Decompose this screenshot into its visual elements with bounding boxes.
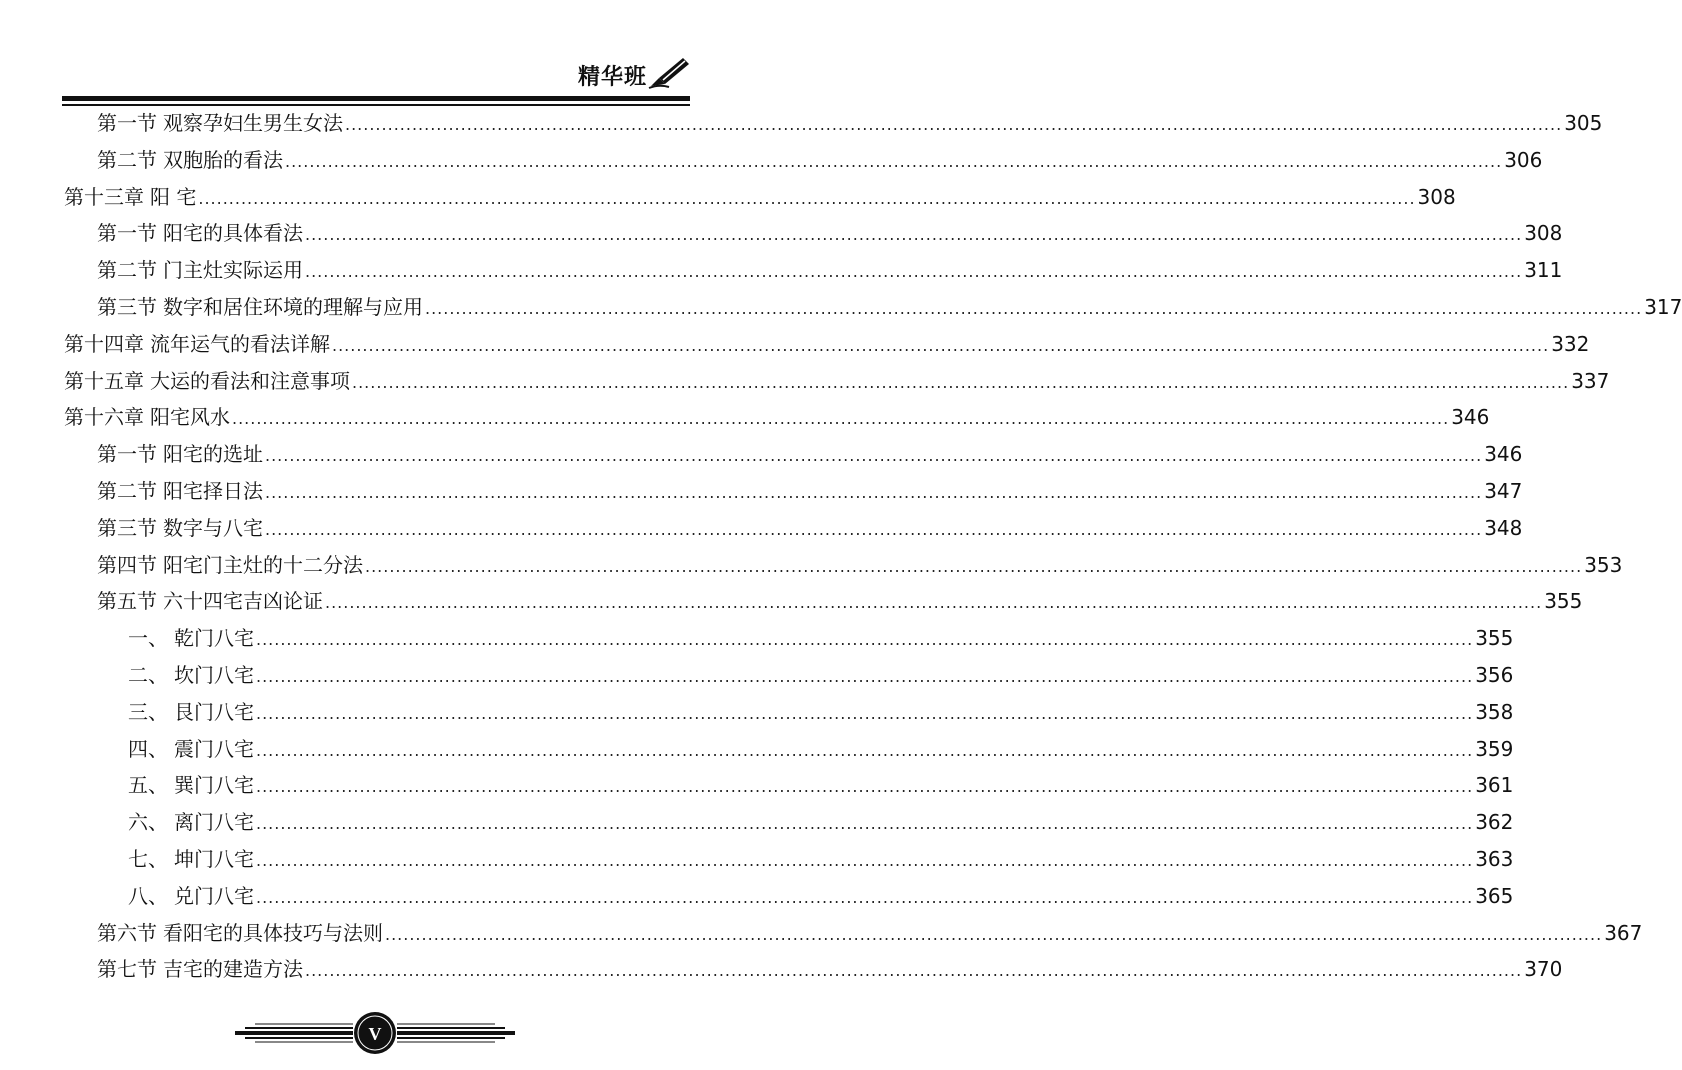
toc-entry-text: 坤门八宅 <box>174 847 254 871</box>
toc-entry-number: 二、 <box>128 663 168 687</box>
toc-entry-page: 362 <box>1475 810 1514 835</box>
toc-leader-dots: ........................................................................................................................................................................................................ <box>352 372 1570 392</box>
toc-entry-title <box>97 512 263 541</box>
toc-entry-page: 353 <box>1584 552 1623 577</box>
toc-entry-text: 阳宅的具体看法 <box>163 221 303 246</box>
toc-leader-dots: ........................................................................................................................................................................................................ <box>285 151 1503 171</box>
toc-entry-title <box>128 733 254 762</box>
toc-entry-title <box>97 585 323 614</box>
toc-leader-dots: ........................................................................................................................................................................................................ <box>256 630 1474 650</box>
toc-entry-page: 363 <box>1475 847 1514 871</box>
toc-entry-title <box>64 328 330 357</box>
toc-entry-title <box>128 769 254 798</box>
toc-entry <box>97 512 1523 548</box>
toc-leader-dots: ........................................................................................................................................................................................................ <box>365 556 1583 576</box>
toc-entry <box>128 806 1514 842</box>
header-rule-thin <box>62 104 690 106</box>
toc-entry <box>64 401 1490 437</box>
toc-entry-text: 观察孕妇生男生女法 <box>163 111 343 135</box>
toc-leader-dots: ........................................................................................................................................................................................................ <box>256 887 1474 907</box>
toc-entry-title <box>97 107 343 136</box>
toc-entry-page: 332 <box>1551 331 1590 356</box>
toc-leader-dots: ........................................................................................................................................................................................................ <box>256 740 1474 760</box>
toc-leader-dots: ........................................................................................................................................................................................................ <box>256 851 1474 870</box>
toc-leader-dots: ........................................................................................................................................................................................................ <box>345 115 1563 134</box>
toc-leader-dots: ........................................................................................................................................................................................................ <box>256 814 1474 834</box>
toc-entry-number: 第一节 <box>97 442 157 467</box>
toc-entry-number: 第五节 <box>97 589 157 614</box>
toc-entry-page: 348 <box>1484 515 1523 540</box>
toc-entry-text: 流年运气的看法详解 <box>150 331 330 356</box>
toc-entry-text: 阳 宅 <box>150 184 197 209</box>
toc-entry <box>128 659 1514 695</box>
toc-entry-text: 阳宅择日法 <box>163 479 263 503</box>
toc-entry-number: 第二节 <box>97 479 157 503</box>
toc-leader-dots: ........................................................................................................................................................................................................ <box>198 188 1416 208</box>
toc-entry-page: 346 <box>1484 442 1523 467</box>
toc-entry-number: 四、 <box>128 736 168 761</box>
toc-entry-title <box>97 217 303 246</box>
toc-leader-dots: ........................................................................................................................................................................................................ <box>305 961 1523 981</box>
toc-entry-page: 308 <box>1417 184 1456 209</box>
toc-entry-page: 370 <box>1524 957 1563 982</box>
toc-entry <box>64 365 1610 401</box>
toc-entry-number: 八、 <box>128 883 168 908</box>
toc-entry-page: 347 <box>1484 479 1523 503</box>
toc-leader-dots: ........................................................................................................................................................................................................ <box>256 667 1474 686</box>
toc-entry-text: 大运的看法和注意事项 <box>150 368 350 393</box>
toc-entry <box>97 475 1523 511</box>
toc-entry-text: 阳宅的选址 <box>163 442 263 467</box>
toc-entry-title <box>64 365 350 394</box>
toc-entry-number: 第十六章 <box>64 405 144 430</box>
toc-entry-number: 第三节 <box>97 295 157 319</box>
toc-entry-number: 第十三章 <box>64 184 144 209</box>
toc-entry-title <box>128 622 254 651</box>
toc-entry <box>128 843 1514 879</box>
toc-entry-text: 乾门八宅 <box>174 626 254 651</box>
toc-entry <box>128 880 1514 916</box>
toc-entry-text: 巽门八宅 <box>174 773 254 798</box>
toc-entry-page: 346 <box>1451 405 1490 430</box>
toc-entry-page: 358 <box>1475 699 1514 724</box>
toc-entry-title <box>128 880 254 909</box>
toc-entry <box>97 144 1543 180</box>
toc-entry-title <box>97 438 263 467</box>
toc-entry-page: 308 <box>1524 221 1563 246</box>
toc-entry-number: 第六节 <box>97 920 157 945</box>
toc-entry-number: 一、 <box>128 626 168 651</box>
toc-entry-number: 第一节 <box>97 111 157 135</box>
toc-entry-title <box>97 953 303 982</box>
toc-entry-number: 六、 <box>128 810 168 835</box>
toc-entry <box>64 328 1590 364</box>
toc-leader-dots: ........................................................................................................................................................................................................ <box>425 299 1643 318</box>
toc-leader-dots: ........................................................................................................................................................................................................ <box>232 409 1450 429</box>
header-rule-thick <box>62 96 690 101</box>
toc-leader-dots: ........................................................................................................................................................................................................ <box>305 225 1523 245</box>
toc-entry-page: 356 <box>1475 663 1514 687</box>
toc-leader-dots: ........................................................................................................................................................................................................ <box>256 703 1474 723</box>
toc-entry <box>64 181 1456 217</box>
toc-entry-number: 第三节 <box>97 515 157 540</box>
toc-entry-title <box>64 401 230 430</box>
toc-entry-page: 367 <box>1604 920 1643 945</box>
toc-entry-number: 第十四章 <box>64 331 144 356</box>
toc-entry-title <box>128 696 254 725</box>
toc-entry-text: 坎门八宅 <box>174 663 254 687</box>
toc-entry <box>97 585 1583 621</box>
toc-leader-dots: ........................................................................................................................................................................................................ <box>265 446 1483 466</box>
toc-entry-text: 阳宅门主灶的十二分法 <box>163 552 363 577</box>
footer-page-ornament <box>225 1010 525 1056</box>
toc-leader-dots: ........................................................................................................................................................................................................ <box>325 593 1543 613</box>
toc-entry-title <box>64 181 196 210</box>
toc-entry <box>97 917 1643 953</box>
toc-entry-number: 第二节 <box>97 147 157 172</box>
toc-leader-dots: ........................................................................................................................................................................................................ <box>385 924 1603 944</box>
toc-entry <box>97 217 1563 253</box>
toc-leader-dots: ........................................................................................................................................................................................................ <box>265 519 1483 539</box>
pencil-icon <box>649 56 691 90</box>
toc-leader-dots: ........................................................................................................................................................................................................ <box>305 262 1523 282</box>
toc-entry-title <box>97 144 283 173</box>
toc-leader-dots: ........................................................................................................................................................................................................ <box>256 777 1474 797</box>
toc-leader-dots: ........................................................................................................................................................................................................ <box>265 483 1483 502</box>
toc-entry-number: 第七节 <box>97 957 157 982</box>
toc-entry-text: 数字与八宅 <box>163 515 263 540</box>
toc-entry-text: 门主灶实际运用 <box>163 258 303 283</box>
toc-entry-text: 六十四宅吉凶论证 <box>163 589 323 614</box>
toc-leader-dots: ........................................................................................................................................................................................................ <box>332 335 1550 355</box>
toc-entry-number: 三、 <box>128 699 168 724</box>
toc-entry-title <box>128 659 254 688</box>
toc-entry-text: 数字和居住环境的理解与应用 <box>163 295 423 319</box>
toc-entry-page: 305 <box>1564 111 1603 135</box>
toc-entry-text: 离门八宅 <box>174 810 254 835</box>
toc-entry-page: 311 <box>1524 258 1563 283</box>
toc-entry-title <box>128 843 254 872</box>
toc-entry-title <box>97 254 303 283</box>
toc-entry-page: 306 <box>1504 147 1543 172</box>
toc-entry-text: 艮门八宅 <box>174 699 254 724</box>
toc-entry <box>128 622 1514 658</box>
toc-entry-page: 337 <box>1571 368 1610 393</box>
toc-entry-page: 359 <box>1475 736 1514 761</box>
toc-entry-title <box>97 917 383 946</box>
toc-entry-page: 355 <box>1544 589 1583 614</box>
toc-entry-page: 365 <box>1475 883 1514 908</box>
toc-entry-title <box>97 549 363 578</box>
toc-entry <box>97 953 1563 989</box>
toc-entry-number: 第二节 <box>97 258 157 283</box>
toc-entry-number: 第四节 <box>97 552 157 577</box>
toc-entry-page: 355 <box>1475 626 1514 651</box>
toc-entry-text: 兑门八宅 <box>174 883 254 908</box>
toc-entry <box>97 254 1563 290</box>
toc-entry <box>97 107 1603 143</box>
toc-entry-text: 吉宅的建造方法 <box>163 957 303 982</box>
header-label: 精华班 <box>578 65 648 90</box>
toc-entry <box>97 438 1523 474</box>
toc-entry-title <box>97 475 263 504</box>
toc-entry <box>97 549 1623 585</box>
toc-entry-page: 317 <box>1644 295 1682 319</box>
toc-entry-number: 七、 <box>128 847 168 871</box>
toc-entry-text: 看阳宅的具体技巧与法则 <box>163 920 383 945</box>
toc-entry-number: 第十五章 <box>64 368 144 393</box>
toc-entry-title <box>128 806 254 835</box>
toc-entry-number: 第一节 <box>97 221 157 246</box>
toc-entry-text: 震门八宅 <box>174 736 254 761</box>
toc-entry-page: 361 <box>1475 773 1514 798</box>
toc-entry <box>128 733 1514 769</box>
toc-entry-title <box>97 291 423 320</box>
toc-entry <box>128 696 1514 732</box>
toc-entry-text: 双胞胎的看法 <box>163 147 283 172</box>
toc-entry-text: 阳宅风水 <box>150 405 230 430</box>
toc-entry-number: 五、 <box>128 773 168 798</box>
toc-entry <box>97 291 1682 327</box>
toc-entry <box>128 769 1514 805</box>
page-number: V <box>368 1024 382 1044</box>
